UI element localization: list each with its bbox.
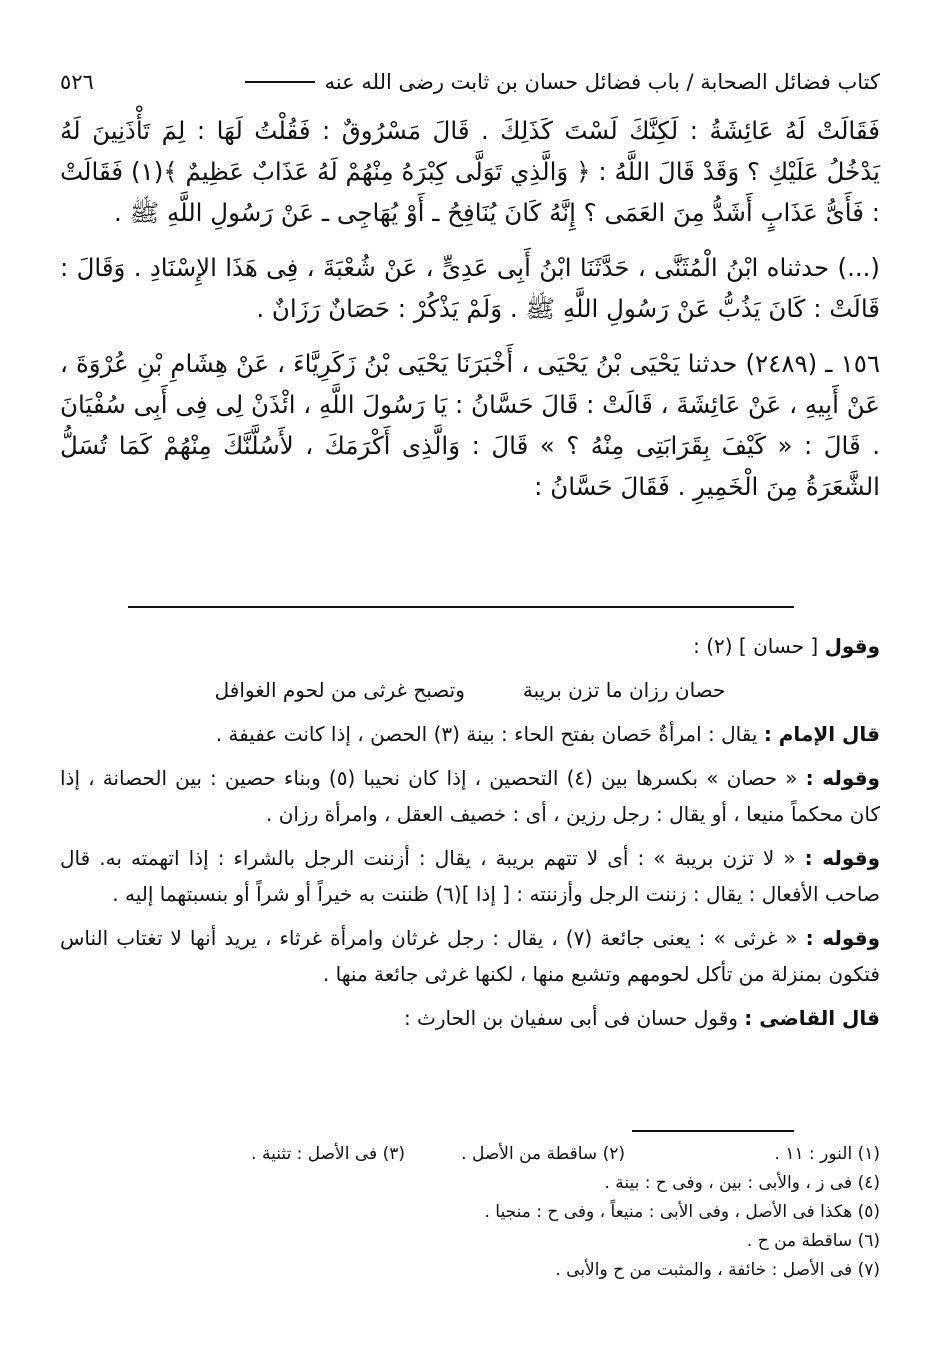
commentary-paragraph-5 xyxy=(60,1000,880,1036)
page-number: ٥٢٦ xyxy=(60,70,94,94)
commentary-paragraph-2 xyxy=(60,760,880,832)
header-title: كتاب فضائل الصحابة / باب فضائل حسان بن ثابت رضى الله عنه xyxy=(324,70,880,94)
footnote-5: (٥) هكذا فى الأصل ، وفى الأبى : منيعاً ، وفى ح : منجيا . xyxy=(484,1202,880,1222)
section-divider xyxy=(128,606,794,608)
commentary-label: وقوله : xyxy=(805,766,880,790)
footnote-2: (٢) ساقطة من الأصل . xyxy=(461,1144,625,1164)
commentary-paragraph-4 xyxy=(60,920,880,992)
footnote-1: (١) النور : ١١ . xyxy=(774,1144,880,1164)
commentary-text: وقول حسان فى أبى سفيان بن الحارث : xyxy=(403,1006,738,1030)
commentary-intro-text: [ حسان ] (٢) : xyxy=(693,634,819,658)
header-rule xyxy=(245,81,315,83)
commentary-text: يقال : امرأةٌ حَصان بفتح الحاء : بينة (٣) الحصن ، إذا كانت عفيفة . xyxy=(215,722,758,746)
commentary-text: « غرثى » : يعنى جائعة (٧) ، يقال : رجل غرثان وامرأة غرثاء ، يريد أنها لا تغتاب الناس فتكون بمنزلة من تأكل لحومهم وتشبع منها ، لكنها غرثى جائعة منها . xyxy=(60,926,880,986)
commentary-paragraph-3 xyxy=(60,840,880,912)
commentary-paragraph-1 xyxy=(60,716,880,752)
hadith-paragraph-2: (...) حدثناه ابْنُ الْمُثَنَّى ، حَدَّثَنَا ابْنُ أَبِى عَدِىٍّ ، عَنْ شُعْبَةَ ، فِى هَذَا الإِسْنَادِ . وَقَالَ : قَالَتْ : كَانَ يَذُبُّ عَنْ رَسُولِ اللَّهِ ﷺ . وَلَمْ يَذْكُرْ : حَصَانٌ رَزَانٌ . xyxy=(60,253,880,323)
poetry-verse xyxy=(60,672,880,708)
hadith-paragraph-3: ١٥٦ ـ (٢٤٨٩) حدثنا يَحْيَى بْنُ يَحْيَى ، أَخْبَرَنَا يَحْيَى بْنُ زَكَرِيَّاءَ ، عَنْ هِشَامِ بْنِ عُرْوَةَ ، عَنْ أَبِيهِ ، عَنْ عَائِشَةَ ، قَالَتْ : قَالَ حَسَّانُ : يَا رَسُولَ اللَّهِ ، ائْذَنْ لِى فِى أَبِى سُفْيَانَ . قَالَ : « كَيْفَ بِقَرَابَتِى مِنْهُ ؟ » قَالَ : وَالَّذِى أَكْرَمَكَ ، لأَسُلَّنَّكَ مِنْهُمْ كَمَا تُسَلُّ الشَّعَرَةُ مِنَ الْخَمِيرِ . فَقَالَ حَسَّانُ : xyxy=(60,349,881,501)
footnote-4: (٤) فى ز ، والأبى : بين ، وفى ح : بينة . xyxy=(604,1173,880,1193)
footnotes xyxy=(60,1140,880,1285)
running-header xyxy=(60,62,880,102)
commentary-intro-label: وقول xyxy=(824,634,880,658)
commentary-label: وقوله : xyxy=(804,846,881,870)
verse-first-hemistich: حصان رزان ما تزن بريبة xyxy=(522,678,726,702)
commentary-intro xyxy=(60,628,880,664)
footnote-3: (٣) فى الأصل : تثنية . xyxy=(251,1144,405,1164)
hadith-paragraph-1: فَقَالَتْ لَهُ عَائِشَةُ : لَكِنَّكَ لَسْتَ كَذَلِكَ . قَالَ مَسْرُوقٌ : فَقُلْتُ لَهَا : لِمَ تَأْذَنِينَ لَهُ يَدْخُلُ عَلَيْكِ ؟ وَقَدْ قَالَ اللَّهُ : ﴿ وَالَّذِي تَوَلَّى كِبْرَهُ مِنْهُمْ لَهُ عَذَابٌ عَظِيمٌ ﴾(١) فَقَالَتْ : فَأَىُّ عَذَابٍ أَشَدُّ مِنَ العَمَى ؟ إِنَّهُ كَانَ يُنَافِحُ ـ أَوْ يُهَاجِى ـ عَنْ رَسُولِ اللَّهِ ﷺ . xyxy=(60,116,880,227)
hadith-text xyxy=(60,110,880,521)
verse-second-hemistich: وتصبح غرثى من لحوم الغوافل xyxy=(214,678,465,702)
footnote-6: (٦) ساقطة من ح . xyxy=(746,1231,880,1251)
commentary-label: قال القاضى : xyxy=(744,1006,880,1030)
commentary-text: « حصان » بكسرها بين (٤) التحصين ، إذا كان نحيبا (٥) وبناء حصين : بين الحصانة ، إذا كان محكماً منيعا ، أو يقال : رجل رزين ، أى : خصيف العقل ، وامرأة رزان . xyxy=(60,766,880,826)
commentary-label: وقوله : xyxy=(805,926,880,950)
commentary-text: « لا تزن بريبة » : أى لا تتهم بريبة ، يقال : أزننت الرجل بالشراء : إذا اتهمته به. قال صاحب الأفعال : يقال : زننت الرجل وأزننته : [ إذا ](٦) ظننت به خيراً أو شراً أو بنسبتهما إليه . xyxy=(60,846,880,906)
commentary-label: قال الإمام : xyxy=(763,722,880,746)
footnote-row xyxy=(60,1140,880,1169)
footnote-7: (٧) فى الأصل : خائفة ، والمثبت من ح والأبى . xyxy=(555,1260,880,1280)
commentary xyxy=(60,628,880,1044)
footnote-divider xyxy=(632,1130,794,1132)
